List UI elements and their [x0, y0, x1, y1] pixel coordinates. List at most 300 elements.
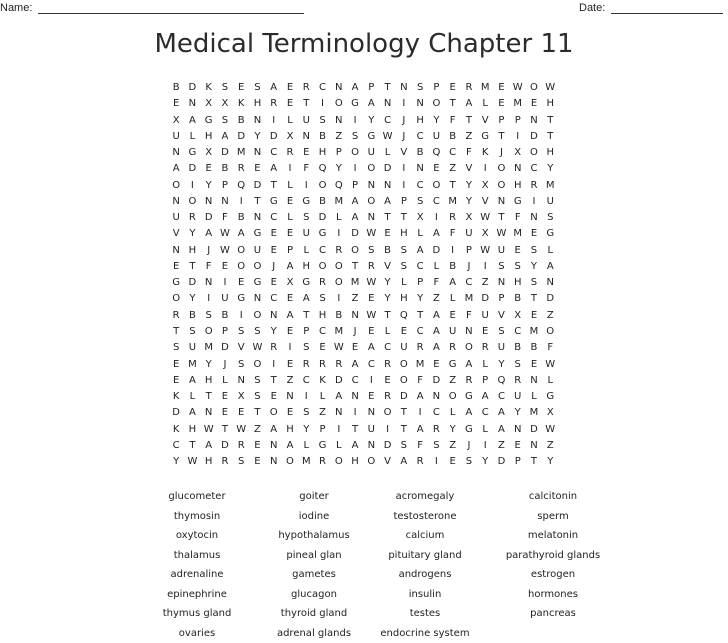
- grid-cell: N: [367, 407, 376, 419]
- grid-cell: R: [335, 358, 343, 370]
- grid-cell: N: [383, 98, 392, 110]
- grid-cell: Y: [530, 260, 538, 272]
- grid-cell: X: [514, 309, 522, 321]
- grid-cell: O: [432, 98, 441, 110]
- word-list-item: oxytocin: [175, 530, 219, 541]
- grid-cell: T: [189, 260, 196, 272]
- grid-cell: E: [449, 82, 456, 93]
- grid-cell: M: [529, 325, 539, 337]
- grid-cell: N: [253, 114, 262, 126]
- grid-cell: N: [530, 212, 538, 224]
- grid-cell: E: [368, 293, 375, 305]
- grid-cell: N: [286, 391, 294, 403]
- grid-cell: H: [546, 147, 554, 159]
- grid-cell: C: [497, 391, 505, 403]
- grid-cell: N: [367, 212, 376, 224]
- grid-cell: N: [400, 82, 408, 93]
- grid-cell: T: [400, 212, 407, 224]
- grid-cell: G: [188, 147, 197, 159]
- grid-cell: W: [545, 423, 556, 435]
- word-list-item: epinephrine: [167, 588, 227, 600]
- grid-cell: O: [318, 260, 327, 272]
- grid-cell: I: [402, 179, 406, 191]
- grid-cell: N: [335, 82, 343, 93]
- grid-cell: E: [270, 244, 277, 256]
- grid-cell: S: [530, 277, 538, 289]
- grid-cell: E: [238, 277, 245, 289]
- grid-cell: Z: [546, 439, 554, 451]
- grid-cell: H: [204, 456, 213, 468]
- grid-cell: M: [464, 293, 474, 305]
- grid-cell: L: [303, 244, 310, 256]
- word-list-item: adrenal glands: [276, 627, 352, 639]
- grid-cell: N: [269, 456, 278, 468]
- grid-cell: G: [302, 195, 311, 207]
- grid-cell: D: [172, 407, 180, 419]
- grid-cell: O: [497, 163, 506, 175]
- grid-cell: A: [188, 407, 196, 419]
- grid-cell: P: [221, 179, 228, 191]
- word-list-item: testosterone: [393, 510, 457, 522]
- grid-cell: V: [498, 309, 505, 321]
- name-blank-line[interactable]: [38, 3, 304, 14]
- grid-cell: A: [432, 325, 440, 337]
- grid-cell: A: [286, 309, 294, 321]
- grid-cell: F: [222, 212, 228, 224]
- grid-cell: V: [384, 456, 391, 468]
- grid-cell: G: [351, 98, 359, 110]
- grid-cell: R: [514, 374, 522, 386]
- grid-cell: M: [448, 195, 457, 207]
- grid-cell: Z: [449, 163, 457, 175]
- grid-cell: D: [221, 342, 229, 354]
- grid-cell: B: [319, 130, 326, 142]
- grid-cell: R: [416, 342, 424, 354]
- grid-cell: P: [335, 147, 342, 159]
- grid-cell: Z: [351, 293, 359, 305]
- grid-cell: S: [368, 244, 375, 256]
- grid-cell: O: [172, 179, 181, 191]
- grid-cell: Y: [270, 325, 277, 337]
- grid-cell: N: [432, 391, 441, 403]
- grid-cell: M: [236, 147, 246, 159]
- grid-cell: J: [207, 244, 211, 256]
- grid-cell: G: [465, 423, 473, 435]
- grid-cell: R: [237, 439, 245, 451]
- grid-cell: S: [465, 456, 473, 468]
- grid-cell: X: [416, 212, 424, 224]
- grid-cell: R: [221, 456, 229, 468]
- grid-cell: I: [353, 407, 357, 419]
- grid-cell: E: [172, 98, 180, 110]
- grid-cell: D: [432, 244, 441, 256]
- grid-cell: Z: [335, 130, 343, 142]
- grid-cell: C: [530, 163, 538, 175]
- word-list-item: estrogen: [530, 569, 576, 580]
- word-list-item: sperm: [537, 510, 569, 522]
- word-list-item: endocrine system: [380, 627, 470, 639]
- grid-cell: Z: [481, 277, 489, 289]
- grid-cell: S: [221, 114, 229, 126]
- grid-cell: Y: [482, 456, 489, 468]
- grid-cell: S: [319, 114, 326, 126]
- grid-cell: Y: [384, 293, 391, 305]
- grid-cell: C: [416, 325, 424, 337]
- grid-cell: T: [449, 98, 456, 110]
- grid-cell: P: [417, 277, 424, 289]
- grid-cell: Q: [318, 163, 327, 175]
- grid-cell: T: [400, 407, 407, 419]
- grid-cell: S: [416, 82, 424, 93]
- grid-cell: E: [254, 439, 261, 451]
- grid-cell: I: [304, 179, 308, 191]
- grid-cell: E: [514, 244, 521, 256]
- grid-cell: D: [383, 163, 392, 175]
- grid-cell: S: [433, 439, 440, 451]
- grid-cell: D: [188, 277, 197, 289]
- grid-cell: B: [319, 195, 326, 207]
- grid-cell: G: [269, 195, 278, 207]
- grid-cell: F: [449, 114, 456, 126]
- grid-cell: A: [432, 342, 440, 354]
- grid-cell: L: [319, 391, 326, 403]
- grid-cell: F: [466, 309, 472, 321]
- grid-cell: C: [384, 342, 392, 354]
- grid-cell: K: [481, 147, 489, 159]
- grid-cell: A: [270, 423, 278, 435]
- grid-cell: H: [400, 228, 408, 240]
- grid-cell: R: [465, 82, 473, 93]
- grid-cell: O: [464, 342, 473, 354]
- name-field[interactable]: [0, 2, 304, 14]
- grid-cell: O: [253, 309, 262, 321]
- grid-cell: O: [367, 456, 376, 468]
- grid-cell: A: [270, 82, 278, 93]
- grid-cell: F: [547, 342, 554, 354]
- grid-cell: Y: [254, 130, 261, 142]
- grid-cell: N: [546, 277, 554, 289]
- grid-cell: D: [530, 423, 538, 435]
- grid-cell: I: [386, 423, 390, 435]
- grid-cell: Y: [547, 456, 554, 468]
- grid-cell: N: [188, 98, 197, 110]
- grid-cell: N: [465, 325, 473, 337]
- grid-cell: Y: [303, 423, 310, 435]
- grid-cell: P: [368, 82, 375, 93]
- grid-cell: M: [513, 98, 523, 110]
- grid-cell: B: [416, 147, 424, 159]
- grid-cell: C: [319, 82, 327, 93]
- grid-cell: D: [351, 228, 359, 240]
- grid-cell: J: [353, 325, 357, 337]
- grid-cell: W: [219, 228, 230, 240]
- grid-cell: C: [270, 147, 278, 159]
- grid-cell: D: [269, 130, 278, 142]
- word-list-item: goiter: [299, 491, 329, 502]
- grid-cell: M: [334, 195, 344, 207]
- grid-cell: E: [254, 456, 261, 468]
- grid-cell: T: [303, 309, 310, 321]
- grid-cell: Z: [465, 130, 473, 142]
- grid-cell: I: [483, 260, 487, 272]
- grid-cell: L: [189, 391, 196, 403]
- grid-cell: O: [351, 244, 359, 256]
- grid-cell: S: [351, 130, 359, 142]
- grid-cell: U: [465, 228, 473, 240]
- grid-cell: Y: [205, 358, 212, 370]
- grid-cell: M: [415, 358, 425, 370]
- grid-cell: I: [223, 277, 227, 289]
- grid-cell: H: [253, 98, 262, 110]
- grid-cell: P: [400, 195, 407, 207]
- grid-cell: Y: [189, 228, 196, 240]
- grid-cell: O: [334, 456, 343, 468]
- grid-cell: S: [303, 342, 310, 354]
- grid-cell: A: [498, 407, 505, 419]
- grid-cell: E: [433, 163, 440, 175]
- grid-cell: O: [432, 179, 441, 191]
- grid-cell: T: [530, 293, 538, 305]
- grid-cell: I: [288, 163, 292, 175]
- grid-cell: A: [416, 244, 424, 256]
- grid-cell: R: [384, 358, 392, 370]
- grid-cell: Z: [498, 439, 505, 451]
- grid-cell: H: [513, 277, 522, 289]
- grid-cell: O: [546, 325, 555, 337]
- grid-cell: P: [303, 325, 310, 337]
- grid-cell: E: [205, 163, 212, 175]
- grid-cell: E: [172, 260, 180, 272]
- grid-cell: N: [221, 195, 229, 207]
- grid-cell: V: [465, 163, 473, 175]
- grid-cell: R: [270, 98, 278, 110]
- grid-cell: N: [416, 163, 424, 175]
- grid-cell: S: [205, 309, 212, 321]
- grid-cell: E: [351, 342, 359, 354]
- grid-cell: E: [286, 195, 294, 207]
- word-list-item: thymosin: [173, 510, 221, 522]
- grid-cell: I: [272, 358, 276, 370]
- grid-cell: W: [382, 130, 393, 142]
- grid-cell: N: [253, 212, 262, 224]
- grid-cell: A: [335, 391, 343, 403]
- grid-cell: A: [172, 163, 180, 175]
- grid-cell: D: [221, 147, 229, 159]
- grid-cell: L: [287, 179, 293, 191]
- grid-cell: M: [350, 277, 360, 289]
- grid-cell: A: [481, 391, 489, 403]
- grid-cell: C: [514, 325, 522, 337]
- grid-cell: U: [497, 244, 506, 256]
- grid-cell: E: [238, 407, 245, 419]
- grid-cell: L: [287, 212, 293, 224]
- grid-cell: I: [337, 293, 341, 305]
- grid-cell: B: [449, 130, 457, 142]
- grid-cell: P: [498, 114, 505, 126]
- grid-cell: V: [481, 114, 489, 126]
- grid-cell: E: [498, 98, 505, 110]
- grid-cell: E: [172, 374, 180, 386]
- grid-cell: R: [302, 82, 310, 93]
- grid-cell: N: [269, 439, 278, 451]
- grid-cell: S: [238, 358, 245, 370]
- grid-cell: O: [269, 407, 278, 419]
- grid-cell: N: [530, 114, 538, 126]
- word-list-item: calcium: [405, 530, 445, 541]
- grid-cell: C: [367, 358, 375, 370]
- grid-cell: G: [546, 391, 555, 403]
- grid-cell: S: [498, 260, 505, 272]
- grid-cell: C: [432, 195, 440, 207]
- grid-cell: R: [449, 342, 457, 354]
- grid-cell: G: [318, 439, 327, 451]
- grid-cell: W: [203, 423, 214, 435]
- grid-cell: V: [384, 260, 391, 272]
- grid-cell: B: [237, 114, 245, 126]
- grid-cell: L: [336, 439, 342, 451]
- grid-cell: M: [188, 358, 197, 370]
- grid-cell: R: [530, 179, 538, 191]
- grid-cell: S: [221, 82, 229, 93]
- grid-cell: O: [318, 179, 327, 191]
- grid-cell: A: [286, 439, 294, 451]
- grid-cell: L: [482, 98, 488, 110]
- grid-cell: A: [351, 195, 359, 207]
- grid-cell: I: [321, 98, 324, 110]
- grid-cell: V: [172, 228, 180, 240]
- grid-cell: I: [418, 407, 422, 419]
- grid-cell: A: [465, 407, 473, 419]
- grid-cell: X: [237, 391, 245, 403]
- grid-cell: E: [498, 82, 505, 93]
- grid-cell: E: [400, 325, 408, 337]
- grid-cell: S: [254, 391, 261, 403]
- grid-cell: V: [400, 147, 408, 159]
- grid-cell: D: [383, 439, 392, 451]
- grid-cell: D: [334, 374, 343, 386]
- grid-cell: A: [498, 423, 505, 435]
- grid-cell: O: [530, 147, 538, 159]
- grid-cell: E: [368, 325, 375, 337]
- date-field[interactable]: [579, 2, 723, 14]
- grid-cell: A: [432, 228, 440, 240]
- grid-cell: P: [514, 456, 521, 468]
- grid-cell: N: [383, 179, 392, 191]
- grid-cell: A: [384, 195, 391, 207]
- grid-cell: E: [303, 147, 310, 159]
- grid-cell: W: [512, 82, 523, 93]
- grid-cell: Q: [334, 179, 343, 191]
- date-blank-line[interactable]: [611, 3, 723, 14]
- grid-cell: W: [545, 358, 556, 370]
- word-list: [130, 487, 620, 643]
- grid-cell: G: [253, 228, 262, 240]
- grid-cell: O: [399, 358, 408, 370]
- grid-cell: Q: [497, 374, 506, 386]
- grid-cell: T: [417, 309, 424, 321]
- grid-cell: R: [270, 342, 278, 354]
- grid-cell: C: [432, 407, 440, 419]
- grid-cell: N: [237, 374, 245, 386]
- grid-cell: L: [433, 260, 440, 272]
- grid-cell: R: [319, 277, 326, 289]
- grid-cell: I: [337, 423, 341, 435]
- grid-cell: U: [172, 130, 180, 142]
- grid-cell: W: [219, 244, 230, 256]
- grid-cell: A: [465, 98, 473, 110]
- grid-cell: F: [303, 163, 310, 175]
- word-list-item: gametes: [292, 569, 336, 580]
- grid-cell: G: [448, 358, 457, 370]
- grid-cell: P: [286, 244, 293, 256]
- grid-cell: O: [367, 195, 376, 207]
- grid-cell: C: [416, 179, 424, 191]
- grid-cell: T: [449, 179, 456, 191]
- grid-cell: Y: [173, 456, 180, 468]
- grid-cell: H: [351, 456, 359, 468]
- grid-cell: K: [205, 82, 212, 93]
- grid-cell: R: [449, 212, 457, 224]
- grid-cell: X: [465, 212, 473, 224]
- grid-cell: A: [188, 374, 196, 386]
- grid-cell: M: [513, 228, 523, 240]
- grid-cell: T: [270, 179, 277, 191]
- grid-cell: W: [187, 456, 198, 468]
- grid-cell: T: [400, 423, 407, 435]
- word-list-item: iodine: [298, 510, 330, 522]
- grid-cell: G: [172, 277, 180, 289]
- grid-cell: X: [286, 130, 294, 142]
- grid-cell: B: [172, 82, 180, 93]
- grid-cell: A: [432, 309, 440, 321]
- grid-cell: Y: [205, 179, 212, 191]
- grid-cell: S: [400, 260, 408, 272]
- grid-cell: I: [353, 114, 357, 126]
- grid-cell: B: [237, 212, 245, 224]
- grid-cell: C: [302, 374, 310, 386]
- grid-cell: S: [254, 325, 261, 337]
- grid-cell: J: [467, 439, 471, 451]
- grid-cell: E: [368, 391, 375, 403]
- grid-cell: R: [188, 212, 196, 224]
- word-list-item: adrenaline: [170, 569, 224, 580]
- grid-cell: R: [286, 147, 294, 159]
- grid-cell: I: [369, 374, 373, 386]
- grid-cell: L: [547, 244, 554, 256]
- grid-cell: E: [530, 358, 538, 370]
- grid-cell: M: [529, 407, 539, 419]
- grid-cell: D: [546, 293, 555, 305]
- grid-cell: G: [253, 277, 262, 289]
- grid-cell: H: [302, 260, 311, 272]
- grid-cell: L: [449, 407, 456, 419]
- grid-cell: B: [530, 342, 538, 354]
- word-list-item: ovaries: [178, 627, 216, 639]
- grid-cell: X: [205, 147, 213, 159]
- grid-cell: T: [465, 114, 472, 126]
- grid-cell: C: [319, 244, 327, 256]
- grid-cell: U: [497, 342, 506, 354]
- grid-cell: O: [188, 195, 197, 207]
- grid-cell: R: [319, 456, 326, 468]
- grid-cell: C: [172, 439, 180, 451]
- grid-cell: C: [384, 114, 392, 126]
- grid-cell: G: [204, 114, 213, 126]
- date-label: Date:: [579, 2, 606, 14]
- word-list-item: androgens: [398, 569, 452, 580]
- grid-cell: Y: [433, 114, 440, 126]
- grid-cell: X: [205, 98, 213, 110]
